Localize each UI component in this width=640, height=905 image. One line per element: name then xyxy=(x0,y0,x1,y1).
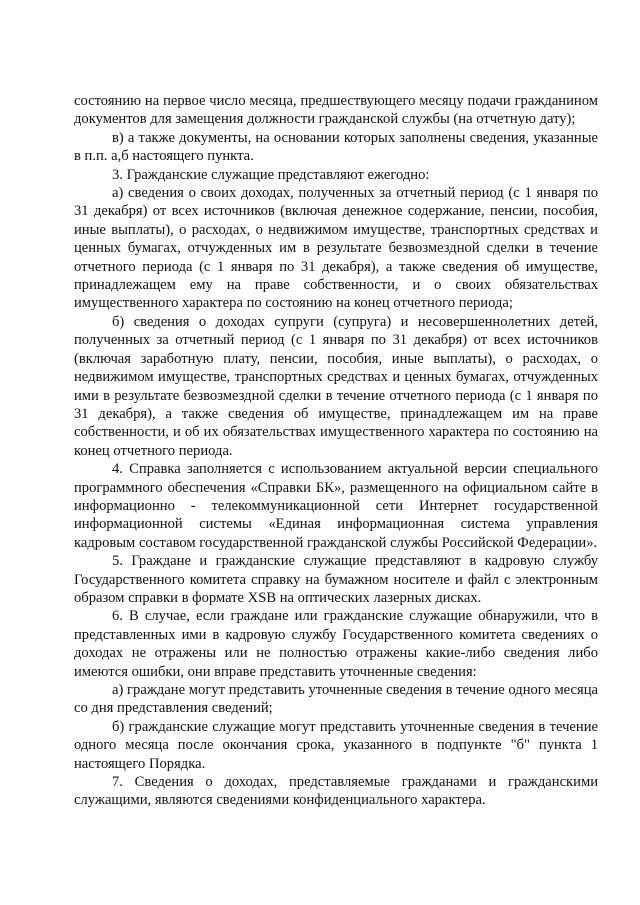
paragraph-item-v: в) а также документы, на основании которых заполнены сведения, указанные в п.п. а,б настоящего пункта. xyxy=(74,129,598,165)
paragraph-item-6a: а) граждане могут представить уточненные сведения в течение одного месяца со дня представления сведений; xyxy=(74,682,598,717)
document-page xyxy=(74,92,598,810)
paragraph-section-4: 4. Справка заполняется с использованием актуальной версии специального программного обеспечения «Справки БК», размещенного на официальном сайте в информационно - телекоммуникационной сети Интернет государственной информационной системы «Единая информационная система управления кадровым составом государственной гражданской службы Российской Федерации». xyxy=(74,461,598,551)
paragraph-item-3b: б) сведения о доходах супруги (супруга) и несовершеннолетних детей, полученных за отчетный период (с 1 января по 31 декабря) от всех источников (включая заработную плату, пенсии, пособия, иные выплаты), о расходах, о недвижимом имуществе, транспортных средствах и ценных бумагах, отчужденных ими в результате безвозмездной сделки в течение отчетного периода (с 1 января по 31 декабря), а также сведения об имуществе, принадлежащем им на праве собственности, и об их обязательствах имущественного характера по состоянию на конец отчетного периода. xyxy=(74,313,598,459)
paragraph-item-3a: а) сведения о своих доходах, полученных за отчетный период (с 1 января по 31 декабря) от всех источников (включая денежное содержание, пенсии, пособия, иные выплаты), о расходах, о недвижимом имуществе, транспортных средствах и ценных бумагах, отчужденных им в результате безвозмездной сделки в течение отчетного периода (с 1 января по 31 декабря), а также сведения об имуществе, принадлежащем ему на праве собственности, и о своих обязательствах имущественного характера по состоянию на конец отчетного периода; xyxy=(74,185,598,312)
paragraph-section-5: 5. Граждане и гражданские служащие представляют в кадровую службу Государственного комитета справку на бумажном носителе и файл с электронным образом справки в формате XSB на оптических лазерных дисках. xyxy=(74,553,598,606)
paragraph-section-6: 6. В случае, если граждане или гражданские служащие обнаружили, что в представленных ими в кадровую службу Государственного комитета сведениях о доходах не отражены или не полностью отражены какие-либо сведения либо имеются ошибки, они вправе представить уточненные сведения: xyxy=(74,608,598,680)
paragraph-continuation: состоянию на первое число месяца, предшествующего месяцу подачи гражданином документов для замещения должности гражданской службы (на отчетную дату); xyxy=(74,93,598,128)
paragraph-item-6b: б) гражданские служащие могут представить уточненные сведения в течение одного месяца после окончания срока, указанного в подпункте "б" пункта 1 настоящего Порядка. xyxy=(74,718,598,772)
paragraph-section-3: 3. Гражданские служащие представляют ежегодно: xyxy=(112,166,430,183)
paragraph-section-7: 7. Сведения о доходах, представляемые гражданами и гражданскими служащими, являются сведениями конфиденциального характера. xyxy=(74,774,598,809)
